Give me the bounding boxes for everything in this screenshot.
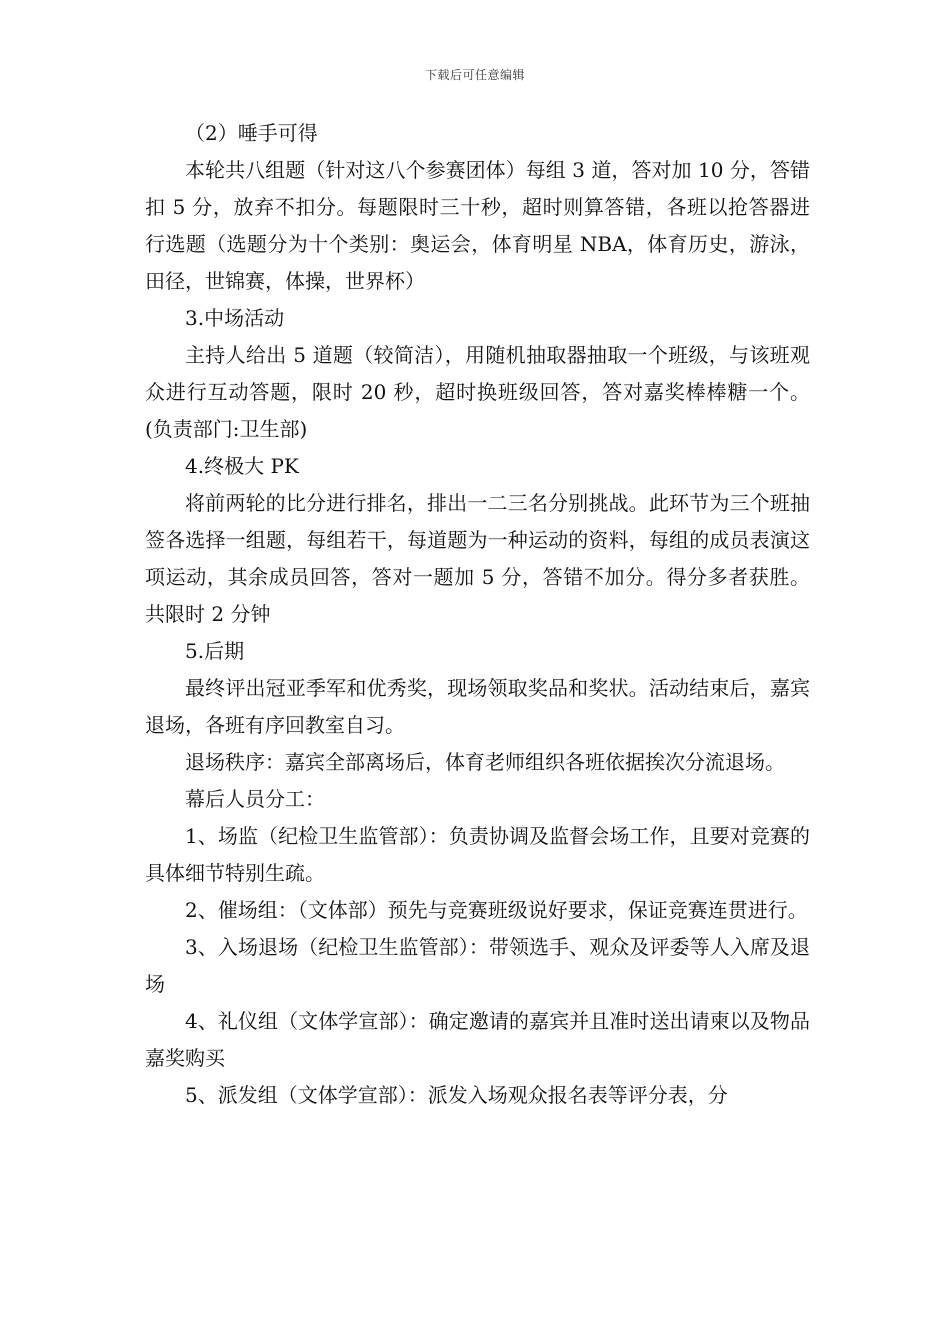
paragraph: 4、礼仪组（文体学宣部）：确定邀请的嘉宾并且准时送出请柬以及物品嘉奖购买 <box>145 1009 810 1070</box>
page-header: 下载后可任意编辑 <box>424 68 525 82</box>
paragraph: 2、催场组：（文体部）预先与竞赛班级说好要求，保证竞赛连贯进行。 <box>185 898 808 922</box>
paragraph: 1、场监（纪检卫生监管部）：负责协调及监督会场工作，且要对竞赛的具体细节特别生疏。 <box>145 824 810 885</box>
paragraph: 5、派发组（文体学宣部）：派发入场观众报名表等评分表，分 <box>185 1083 728 1107</box>
paragraph: 将前两轮的比分进行排名，排出一二三名分别挑战。此环节为三个班抽签各选择一组题，每组若干，每道题为一种运动的资料，每组的成员表演这项运动，其余成员回答，答对一题加 5 分，答错不加分。得分多者获胜。共限时 2 分钟 <box>145 491 810 626</box>
section-heading: （2）唾手可得 <box>185 121 318 145</box>
paragraph: 退场秩序：嘉宾全部离场后，体育老师组织各班依据挨次分流退场。 <box>185 750 785 774</box>
section-heading: 4.终极大 PK <box>185 454 299 478</box>
paragraph: 最终评出冠亚季军和优秀奖，现场领取奖品和奖状。活动结束后，嘉宾退场，各班有序回教室自习。 <box>145 676 810 737</box>
paragraph: 本轮共八组题（针对这八个参赛团体）每组 3 道，答对加 10 分，答错扣 5 分，放弃不扣分。每题限时三十秒，超时则算答错，各班以抢答器进行选题（选题分为十个类别：奥运会，体育明星 NBA，体育历史，游泳，田径，世锦赛，体操，世界杯） <box>145 158 810 293</box>
section-heading: 幕后人员分工： <box>185 787 325 811</box>
paragraph: 3、入场退场（纪检卫生监管部）：带领选手、观众及评委等人入席及退场 <box>145 935 810 996</box>
section-heading: 3.中场活动 <box>185 306 285 330</box>
section-heading: 5.后期 <box>185 639 245 663</box>
paragraph: 主持人给出 5 道题（较简洁），用随机抽取器抽取一个班级，与该班观众进行互动答题，限时 20 秒，超时换班级回答，答对嘉奖棒棒糖一个。(负责部门:卫生部) <box>145 343 810 441</box>
document-body <box>145 115 810 1114</box>
